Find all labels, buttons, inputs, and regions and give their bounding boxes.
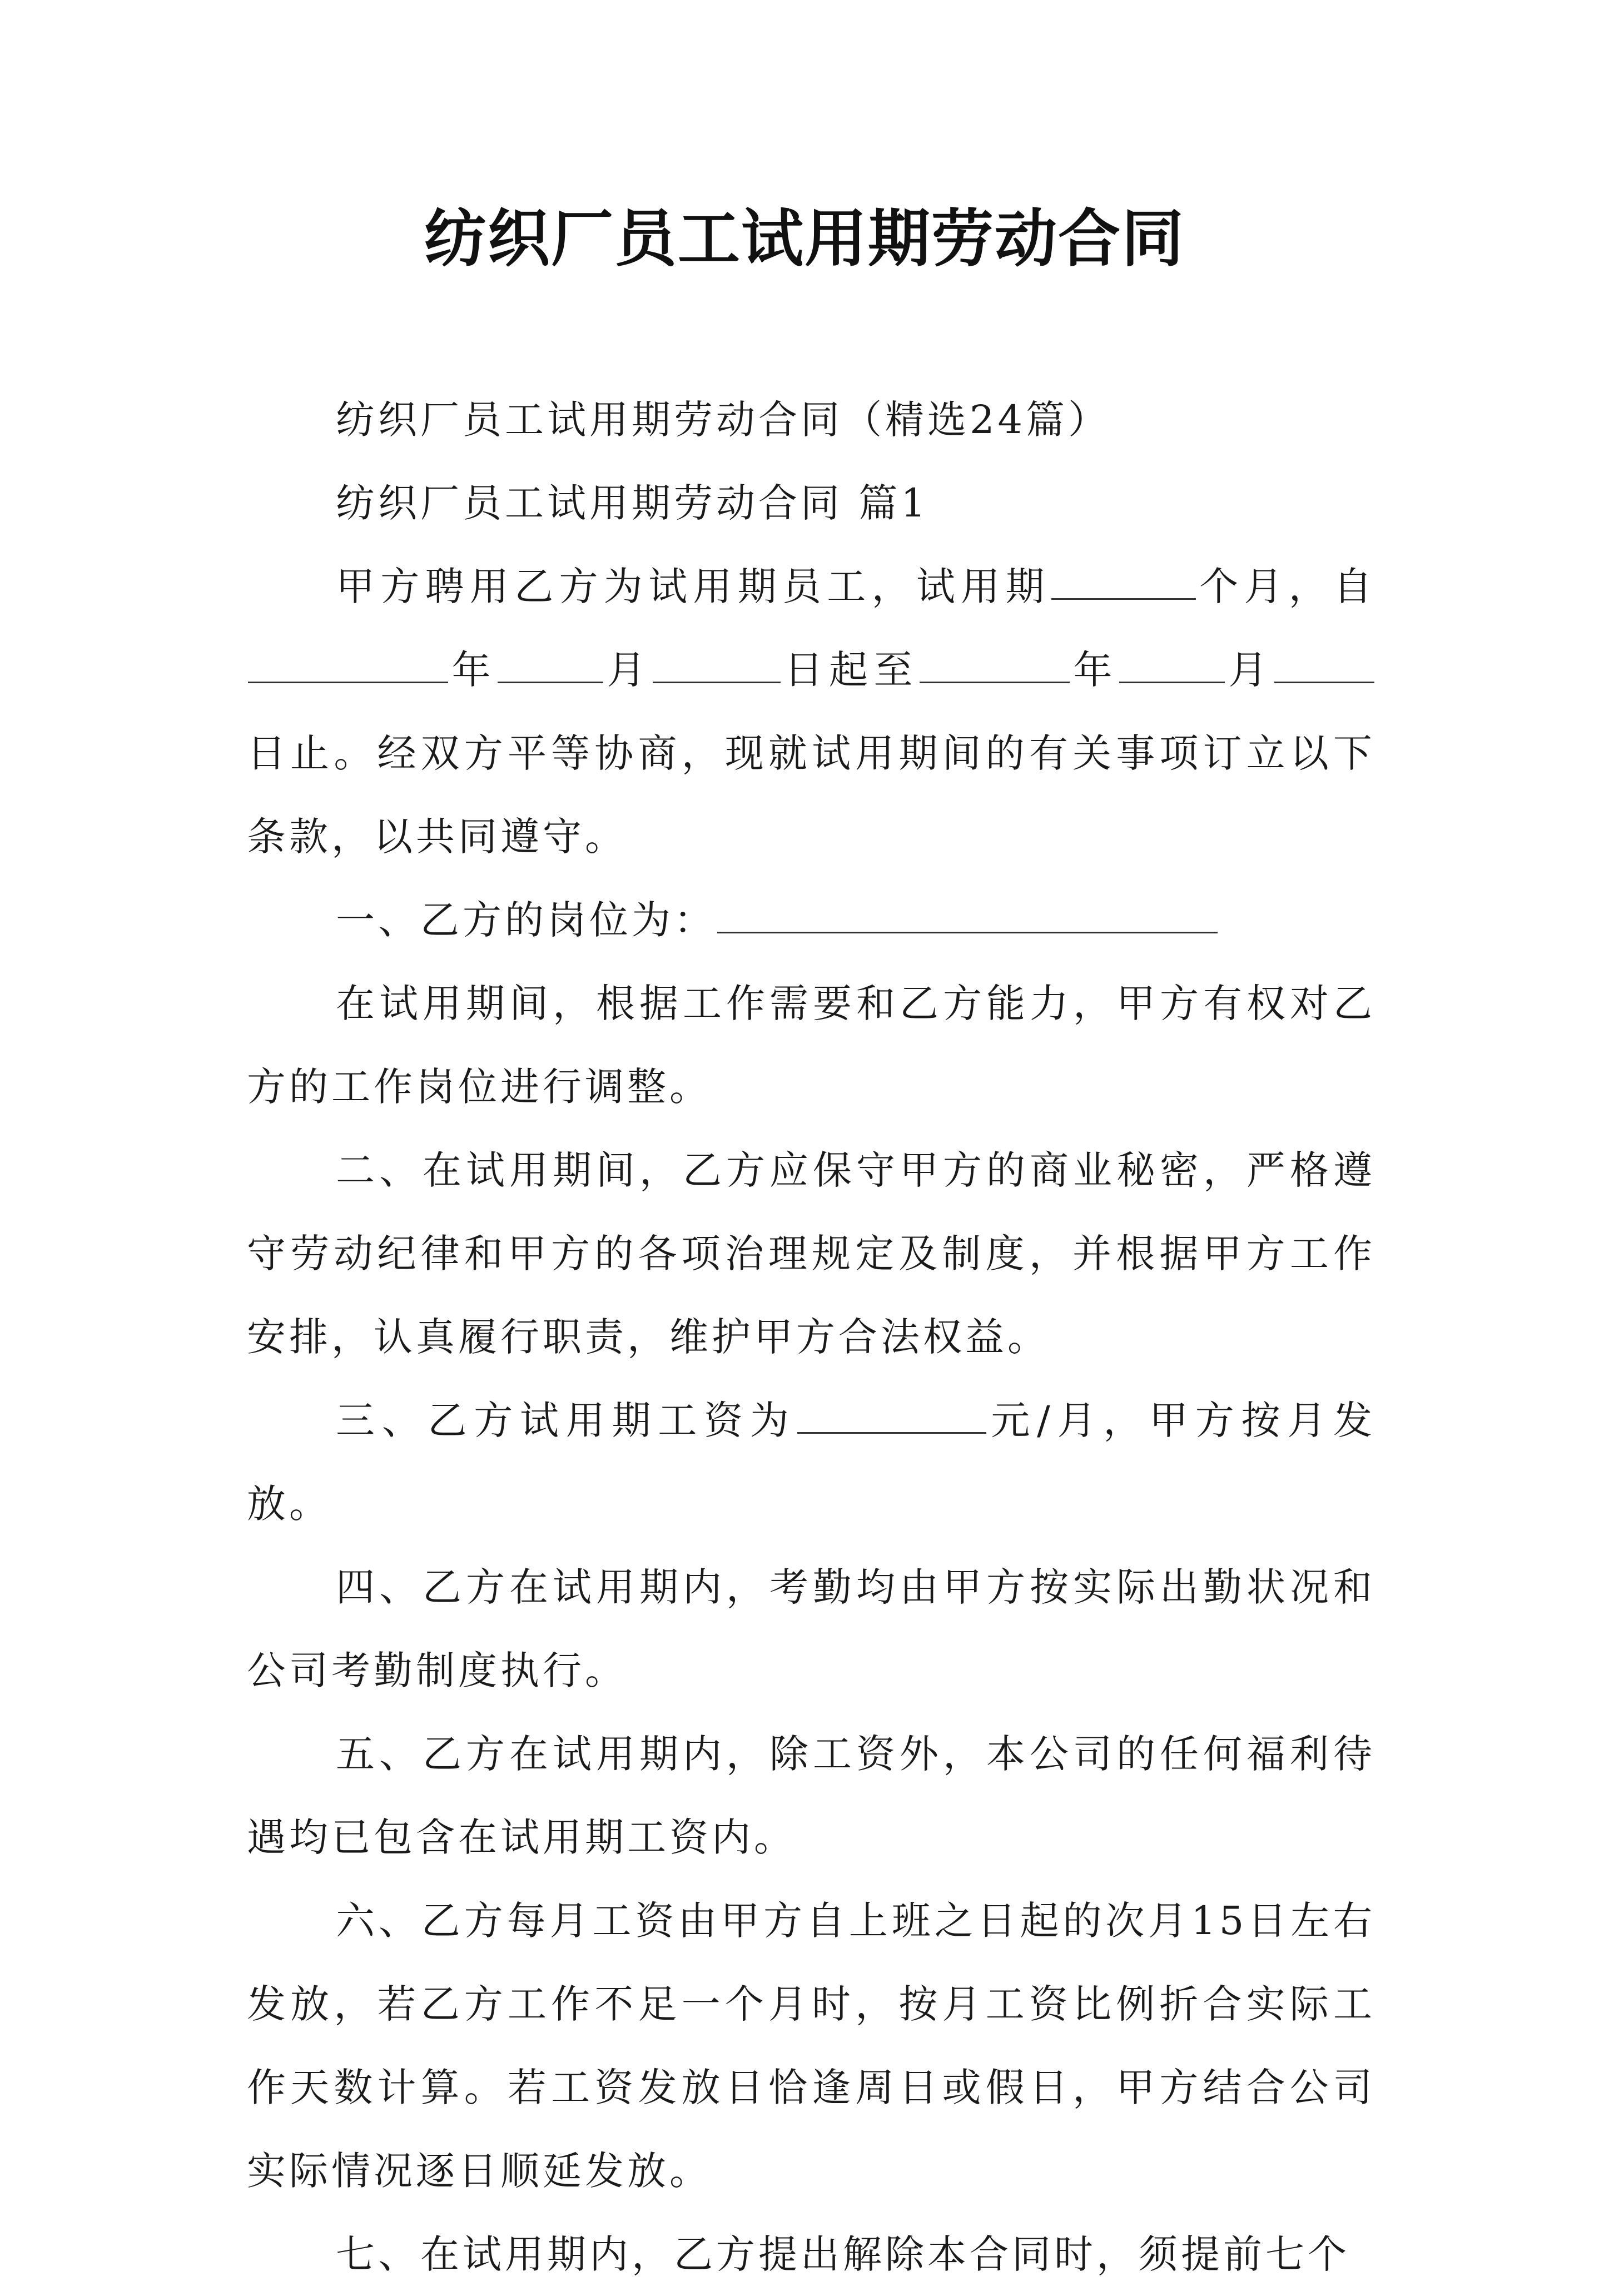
clause-3-text-2: 元/月，甲方按月发放。 — [247, 1398, 1376, 1527]
document-body — [247, 378, 1375, 2296]
intro-month-2: 月 — [1226, 647, 1273, 693]
blank-post — [717, 931, 1218, 933]
blank-start-month — [498, 681, 603, 683]
intro-year-2: 年 — [1071, 647, 1118, 693]
clause-6: 六、乙方每月工资由甲方自上班之日起的次月15日左右发放，若乙方工作不足一个月时，按月工资比例折合实际工作天数计算。若工资发放日恰逢周日或假日，甲方结合公司实际情况逐日顺延发放。 — [247, 1898, 1375, 2194]
clause-1 — [247, 878, 1375, 962]
document-subtitle: 纺织厂员工试用期劳动合同（精选24篇） — [336, 397, 1111, 443]
clause-1-text: 一、乙方的岗位为： — [336, 897, 716, 943]
intro-day-1: 日起至 — [782, 647, 918, 693]
document-title: 纺织厂员工试用期劳动合同 — [424, 203, 1185, 275]
clause-2: 二、在试用期间，乙方应保守甲方的商业秘密，严格遵守劳动纪律和甲方的各项治理规定及制度，并根据甲方工作安排，认真履行职责，维护甲方合法权益。 — [247, 1147, 1375, 1360]
blank-start-day — [653, 681, 781, 683]
section-heading: 纺织厂员工试用期劳动合同 篇1 — [336, 480, 929, 526]
clause-4: 四、乙方在试用期内，考勤均由甲方按实际出勤状况和公司考勤制度执行。 — [247, 1564, 1375, 1693]
intro-year-1: 年 — [449, 647, 496, 693]
blank-wage — [797, 1432, 986, 1434]
intro-month-1: 月 — [604, 647, 652, 693]
intro-text-1: 甲方聘用乙方为试用期员工，试用期 — [336, 564, 1050, 609]
blank-end-year — [920, 681, 1070, 683]
clause-3 — [247, 1379, 1375, 1545]
clause-3-text-1: 三、乙方试用期工资为 — [336, 1398, 796, 1443]
blank-end-month — [1119, 681, 1225, 683]
clause-1-detail: 在试用期间，根据工作需要和乙方能力，甲方有权对乙方的工作岗位进行调整。 — [247, 981, 1375, 1110]
clause-5: 五、乙方在试用期内，除工资外，本公司的任何福利待遇均已包含在试用期工资内。 — [247, 1731, 1375, 1860]
blank-start-year — [248, 681, 448, 683]
intro-text-3: 日止。经双方平等协商，现就试用期间的有关事项订立以下条款，以共同遵守。 — [247, 730, 1375, 859]
intro-paragraph — [247, 545, 1375, 878]
clause-7: 七、在试用期内，乙方提出解除本合同时，须提前七个 — [336, 2232, 1350, 2277]
intro-text-2: 个月，自 — [1196, 564, 1376, 609]
blank-end-day — [1274, 681, 1374, 683]
blank-trial-months — [1051, 598, 1196, 600]
